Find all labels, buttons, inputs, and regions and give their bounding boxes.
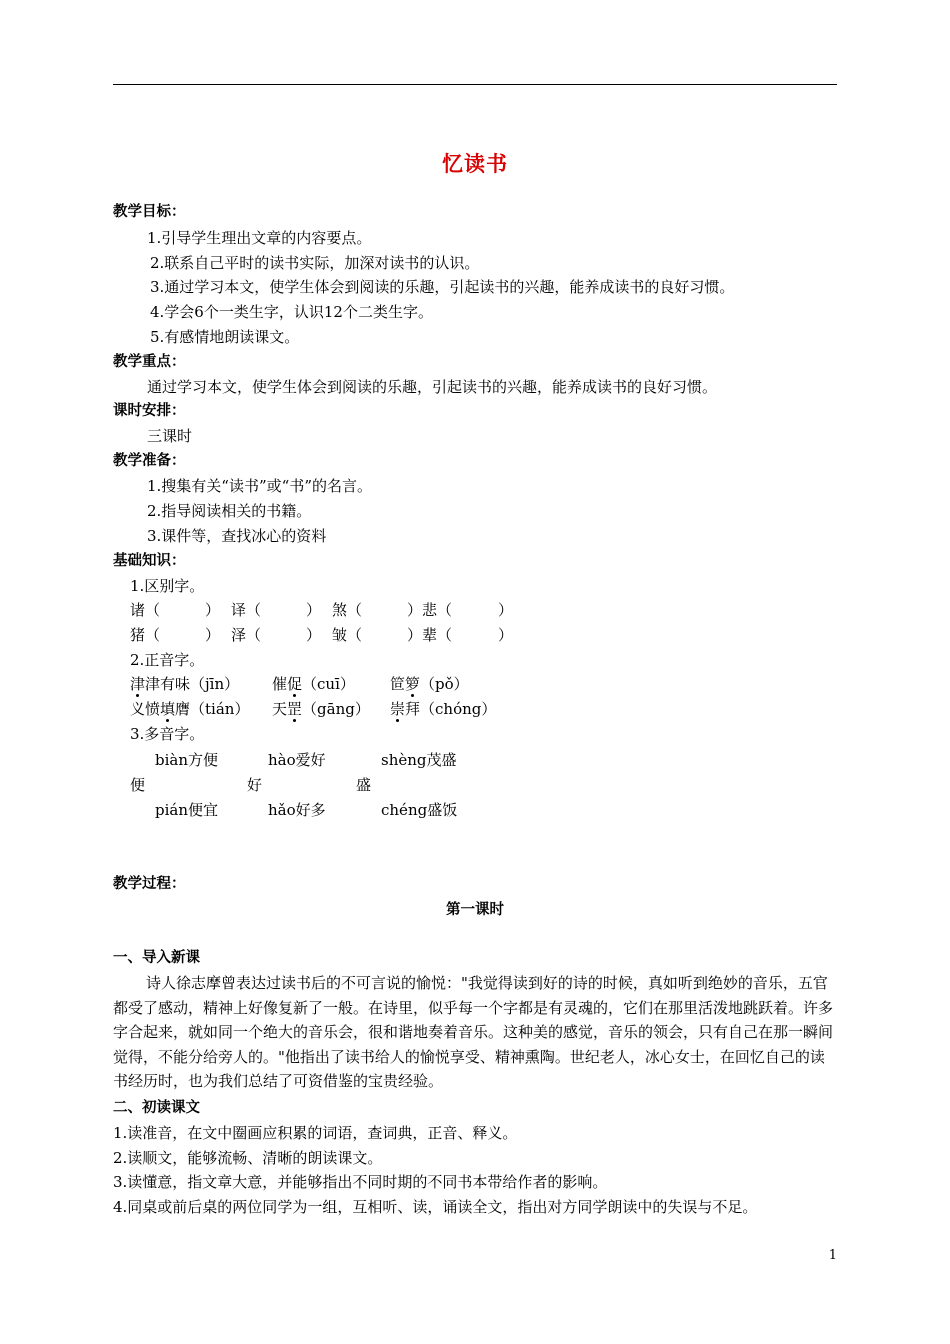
q1-cell: 泽（	[231, 626, 262, 644]
q3-reading: hǎo好多	[268, 801, 326, 819]
q2-item	[272, 674, 355, 694]
q1-cell: ）	[498, 626, 514, 644]
section-2-heading: 二、初读课文	[113, 1100, 200, 1116]
q3-reading: hào爱好	[268, 751, 326, 769]
focus-heading: 教学重点：	[113, 354, 186, 370]
goal-item: 4.学会6个一类生字，认识12个二类生字。	[150, 303, 433, 321]
page-number: 1	[828, 1248, 837, 1263]
emphasis-char: 促	[287, 675, 303, 693]
q1-cell: 猪（	[130, 626, 161, 644]
q2-title: 2.正音字。	[130, 651, 205, 669]
goals-heading: 教学目标：	[113, 204, 186, 220]
emphasis-char: 崇	[390, 700, 406, 718]
q1-cell: ）	[498, 601, 514, 619]
q1-cell: ）	[205, 601, 221, 619]
q2-item	[272, 699, 370, 719]
q1-cell: ）悲（	[407, 601, 453, 619]
goal-item: 3.通过学习本文，使学生体会到阅读的乐趣，引起读书的兴趣，能养成读书的良好习惯。	[150, 278, 735, 296]
goal-item: 2.联系自己平时的读书实际，加深对读书的认识。	[150, 254, 480, 272]
emphasis-char: 填	[160, 700, 176, 718]
process-heading: 教学过程：	[113, 876, 186, 892]
q3-title: 3.多音字。	[130, 725, 205, 743]
q2-item	[130, 674, 239, 694]
section-1-heading: 一、导入新课	[113, 950, 200, 966]
prep-item: 2.指导阅读相关的书籍。	[147, 502, 312, 520]
q2-item-text: 义愤	[130, 700, 161, 718]
q2-item-text: 膺（tián）	[175, 700, 250, 718]
q1-cell: ）	[306, 626, 322, 644]
q3-char: 好	[247, 776, 263, 794]
q3-char: 便	[130, 776, 146, 794]
section-2-item: 4.同桌或前后桌的两位同学为一组，互相听、读，诵读全文，指出对方同学朗读中的失误与不足。	[113, 1198, 758, 1216]
q1-cell: ）	[306, 601, 322, 619]
lesson-heading: 第一课时	[446, 902, 504, 918]
emphasis-char: 箩	[405, 675, 421, 693]
section-2-item: 1.读准音，在文中圈画应积累的词语，查词典，正音、释义。	[113, 1124, 518, 1142]
schedule-text: 三课时	[147, 427, 193, 445]
q2-item-text: （gāng）	[302, 700, 370, 718]
q1-cell: 煞（	[332, 601, 363, 619]
q3-reading: biàn方便	[155, 751, 219, 769]
header-rule	[113, 84, 837, 85]
focus-text: 通过学习本文，使学生体会到阅读的乐趣，引起读书的兴趣，能养成读书的良好习惯。	[147, 378, 718, 396]
q3-reading: pián便宜	[155, 801, 219, 819]
q2-item	[390, 674, 469, 694]
section-2-item: 2.读顺文，能够流畅、清晰的朗读课文。	[113, 1149, 383, 1167]
emphasis-char: 津	[130, 675, 146, 693]
q2-item	[130, 699, 249, 719]
basics-heading: 基础知识：	[113, 553, 186, 569]
prep-item: 3.课件等，查找冰心的资料	[147, 527, 327, 545]
q1-cell: 皱（	[332, 626, 363, 644]
q2-item-text: （pǒ）	[420, 675, 469, 693]
q1-cell: 诸（	[130, 601, 161, 619]
prep-item: 1.搜集有关“读书”或“书”的名言。	[147, 477, 372, 495]
q2-item-text: 催	[272, 675, 288, 693]
q3-reading: shèng茂盛	[381, 751, 457, 769]
q2-item	[390, 699, 496, 719]
q2-item-text: 天	[272, 700, 288, 718]
emphasis-char: 罡	[287, 700, 303, 718]
document-title: 忆读书	[442, 152, 508, 176]
q2-item-text: 笸	[390, 675, 406, 693]
q1-cell: 译（	[231, 601, 262, 619]
q1-cell: ）辈（	[407, 626, 453, 644]
goal-item: 5.有感情地朗读课文。	[150, 328, 300, 346]
q2-item-text: 津有味（jīn）	[145, 675, 240, 693]
goal-item: 1.引导学生理出文章的内容要点。	[147, 229, 372, 247]
section-1-paragraph: 诗人徐志摩曾表达过读书后的不可言说的愉悦："我觉得读到好的诗的时候，真如听到绝妙的音乐，五官都受了感动，精神上好像复新了一般。在诗里，似乎每一个字都是有灵魂的，它们在那里活泼地跳跃着。许多字合起来，就如同一个绝大的音乐会，很和谐地奏着音乐。这种美的感觉，音乐的领会，只有自己在那一瞬间觉得，不能分给旁人的。"他指出了读书给人的愉悦享受、精神熏陶。世纪老人，冰心女士，在回忆自己的读书经历时，也为我们总结了可资借鉴的宝贵经验。	[113, 974, 834, 1091]
q3-char: 盛	[356, 776, 372, 794]
q1-title: 1.区别字。	[130, 577, 205, 595]
q2-item-text: （cuī）	[302, 675, 355, 693]
q2-item-text: 拜（chóng）	[405, 700, 497, 718]
schedule-heading: 课时安排：	[113, 403, 186, 419]
q1-cell: ）	[205, 626, 221, 644]
prep-heading: 教学准备：	[113, 453, 186, 469]
q3-reading: chéng盛饭	[381, 801, 458, 819]
section-2-item: 3.读懂意，指文章大意，并能够指出不同时期的不同书本带给作者的影响。	[113, 1173, 608, 1191]
